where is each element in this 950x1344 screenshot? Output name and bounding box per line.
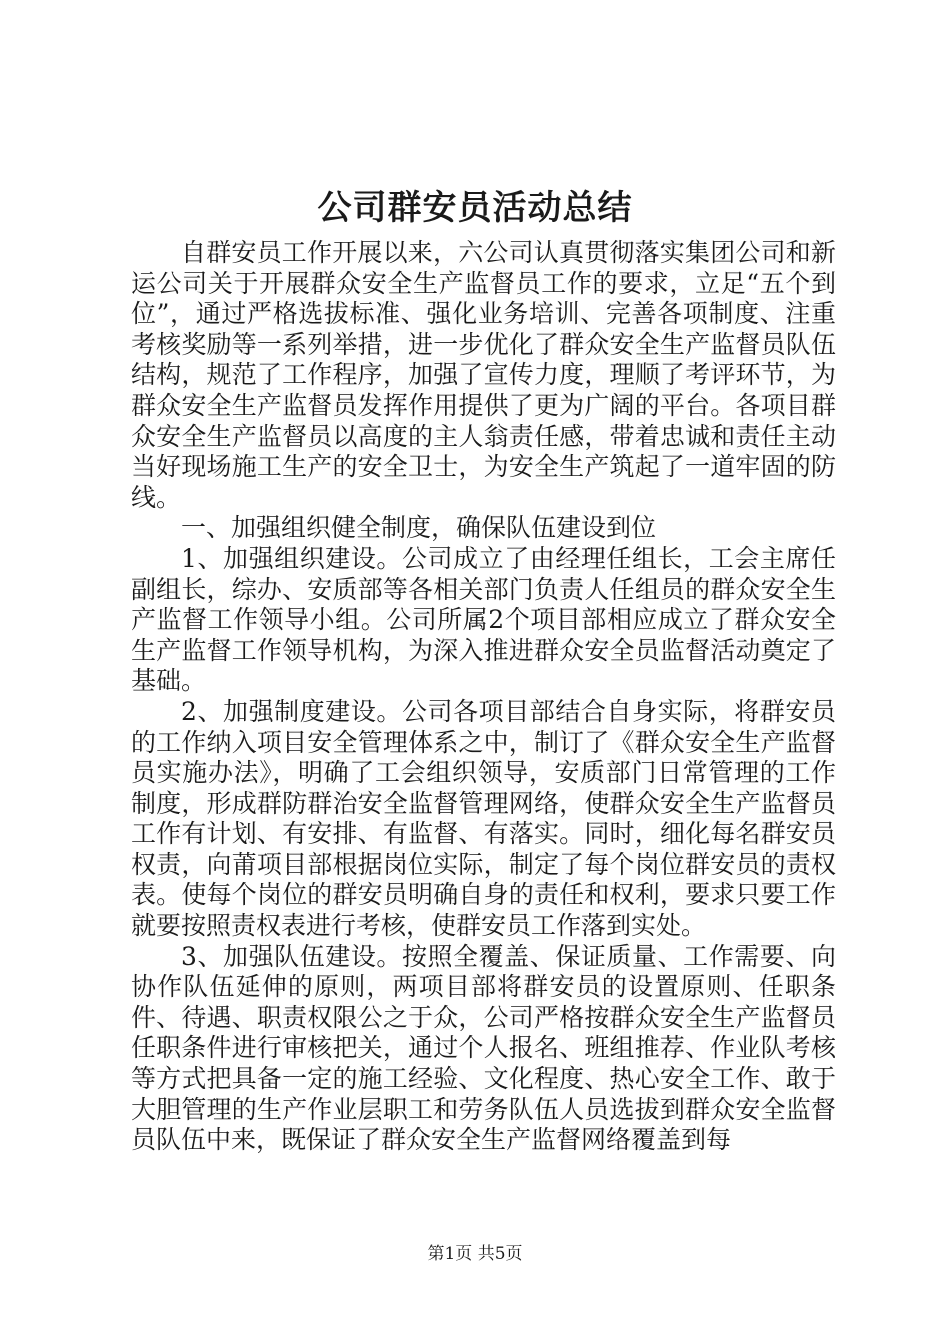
paragraph-team: 3、加强队伍建设。按照全覆盖、保证质量、工作需要、向协作队伍延伸的原则，两项目部将群安员的设置原则、任职条件、待遇、职责权限公之于众，公司严格按群众安全生产监督员任职条件进行审核把关，通过个人报名、班组推荐、作业队考核等方式把具备一定的施工经验、文化程度、热心安全工作、敢于大胆管理的生产作业层职工和劳务队伍人员选拔到群众安全监督员队伍中来，既保证了群众安全生产监督网络覆盖到每 [131,941,836,1155]
document-body [131,238,836,1156]
paragraph-intro: 自群安员工作开展以来，六公司认真贯彻落实集团公司和新运公司关于开展群众安全生产监督员工作的要求，立足“五个到位”，通过严格选拔标准、强化业务培训、完善各项制度、注重考核奖励等一系列举措，进一步优化了群众安全生产监督员队伍结构，规范了工作程序，加强了宣传力度，理顺了考评环节，为群众安全生产监督员发挥作用提供了更为广阔的平台。各项目群众安全生产监督员以高度的主人翁责任感，带着忠诚和责任主动当好现场施工生产的安全卫士，为安全生产筑起了一道牢固的防线。 [131,238,836,512]
document-title: 公司群安员活动总结 [317,188,633,228]
paragraph-organization: 1、加强组织建设。公司成立了由经理任组长，工会主席任副组长，综办、安质部等各相关部门负责人任组员的群众安全生产监督工作领导小组。公司所属2个项目部相应成立了群众安全生产监督工作领导机构，为深入推进群众安全员监督活动奠定了基础。 [131,543,836,696]
paragraph-system: 2、加强制度建设。公司各项目部结合自身实际，将群安员的工作纳入项目安全管理体系之中，制订了《群众安全生产监督员实施办法》，明确了工会组织领导，安质部门日常管理的工作制度，形成群防群治安全监督管理网络，使群众安全生产监督员工作有计划、有安排、有监督、有落实。同时，细化每名群安员权责，向莆项目部根据岗位实际，制定了每个岗位群安员的责权表。使每个岗位的群安员明确自身的责任和权利，要求只要工作就要按照责权表进行考核，使群安员工作落到实处。 [131,696,836,941]
section-heading: 一、加强组织健全制度，确保队伍建设到位 [181,513,657,543]
page-number-footer: 第1页 共5页 [427,1244,523,1264]
